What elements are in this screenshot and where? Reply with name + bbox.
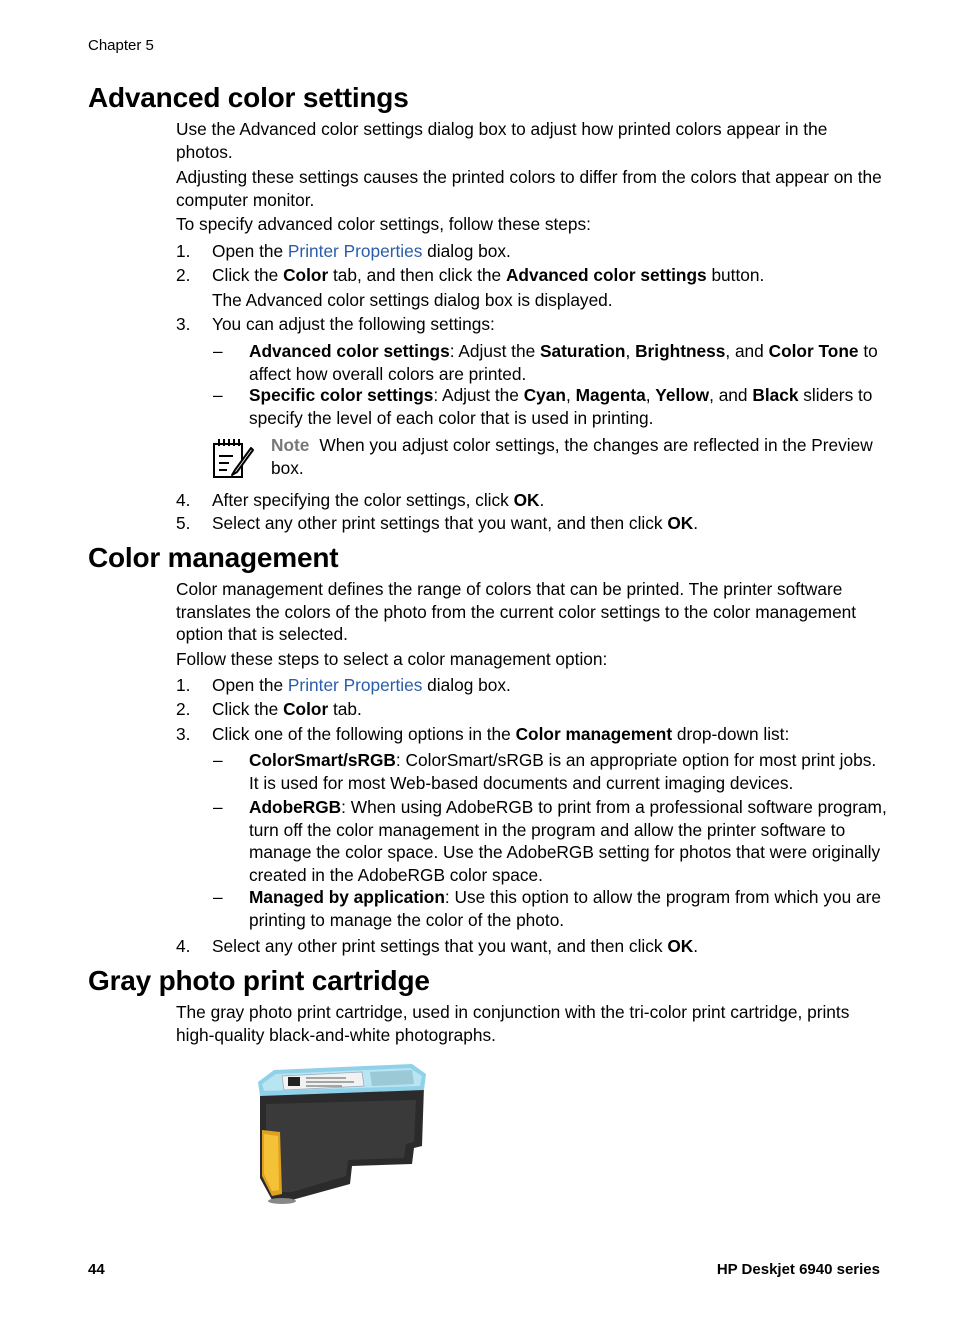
sub-item: Specific color settings: Adjust the Cyan, Magenta, Yellow, and Black sliders to specify the level of each color that is used in printing. [249,385,873,428]
paragraph: To specify advanced color settings, follow these steps: [176,214,591,234]
step-number: 1. [176,675,191,695]
page-number: 44 [88,1261,105,1278]
option-managed-by-application: Managed by application: Use this option to allow the program from which you are printing to manage the color of the photo. [249,887,881,930]
bullet-dash: – [213,341,223,361]
heading-advanced-color-settings: Advanced color settings [88,82,409,113]
step-result: The Advanced color settings dialog box is displayed. [212,290,613,310]
heading-gray-photo-print-cartridge: Gray photo print cartridge [88,965,430,996]
bullet-dash: – [213,750,223,770]
step-text: Click the Color tab, and then click the Advanced color settings button. [212,265,765,285]
paragraph: Adjusting these settings causes the printed colors to differ from the colors that appear on the computer monitor. [176,167,882,210]
note-text: Note When you adjust color settings, the changes are reflected in the Preview box. [271,435,873,478]
step-number: 1. [176,241,191,261]
note-pad-icon [211,436,255,480]
step-number: 5. [176,513,191,533]
step-text: Click the Color tab. [212,699,362,719]
step-number: 2. [176,699,191,719]
step-number: 4. [176,490,191,510]
step-text: You can adjust the following settings: [212,314,495,334]
step-number: 4. [176,936,191,956]
product-name: HP Deskjet 6940 series [716,1261,880,1278]
step-text: After specifying the color settings, click OK. [212,490,545,510]
step-text: Click one of the following options in the Color management drop-down list: [212,724,790,744]
step-number: 2. [176,265,191,285]
option-colorsmart-srgb: ColorSmart/sRGB: ColorSmart/sRGB is an appropriate option for most print jobs. It is used for most Web-based documents and current imaging devices. [249,750,877,793]
printer-properties-link[interactable]: Printer Properties [287,241,423,261]
bullet-dash: – [213,797,223,817]
step-text: Open the Printer Properties dialog box. [212,675,511,695]
bullet-dash: – [213,385,223,405]
sub-item: Advanced color settings: Adjust the Saturation, Brightness, and Color Tone to affect how overall colors are printed. [249,341,878,384]
chapter-header: Chapter 5 [88,37,154,54]
gray-photo-print-cartridge-image [252,1060,432,1206]
paragraph: The gray photo print cartridge, used in conjunction with the tri-color print cartridge, prints high-quality black-and-white photographs. [176,1002,850,1045]
heading-color-management: Color management [88,542,339,573]
paragraph: Color management defines the range of colors that can be printed. The printer software translates the colors of the photo from the current color settings to the color management option that is selected. [176,579,857,644]
step-text: Select any other print settings that you want, and then click OK. [212,513,699,533]
paragraph: Follow these steps to select a color management option: [176,649,608,669]
step-number: 3. [176,724,191,744]
printer-properties-link[interactable]: Printer Properties [287,675,423,695]
step-number: 3. [176,314,191,334]
step-text: Select any other print settings that you want, and then click OK. [212,936,699,956]
paragraph: Use the Advanced color settings dialog box to adjust how printed colors appear in the photos. [176,119,828,162]
step-text: Open the Printer Properties dialog box. [212,241,511,261]
bullet-dash: – [213,887,223,907]
option-adobergb: AdobeRGB: When using AdobeRGB to print from a professional software program, turn off the color management in the program and allow the printer software to manage the color space. Use the AdobeRGB setting for photos that were originally created in the AdobeRGB color space. [249,797,887,885]
